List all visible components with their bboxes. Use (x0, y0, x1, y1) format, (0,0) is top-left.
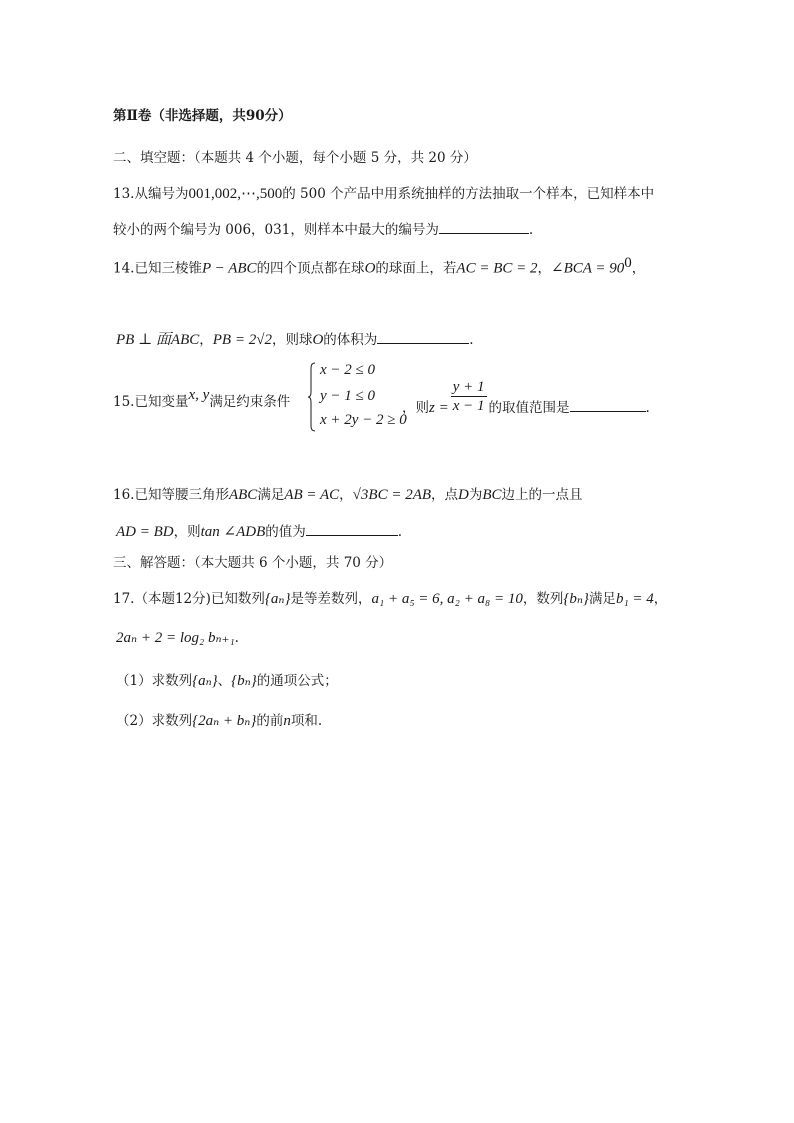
q17-log-relation: 2aₙ + 2 = log₂ bₙ₊₁ (116, 630, 235, 646)
q17-part2-expr: {2aₙ + bₙ} (192, 713, 257, 729)
q16-then: ，则 (173, 524, 201, 540)
q16-ad-bd: AD = BD (116, 524, 174, 540)
q15-z: z = (429, 400, 449, 416)
q17-pre: 17.（本题12分)已知数列 (113, 591, 265, 607)
q15-denominator: x − 1 (452, 398, 485, 414)
q14-sphere-o2: O (312, 332, 324, 348)
q17-part1-post: 的通项公式； (256, 673, 338, 689)
q14-condition: AC = BC = 2 (456, 260, 538, 277)
q14-answer-blank[interactable] (377, 331, 469, 344)
q16-answer-blank[interactable] (306, 523, 398, 536)
q15-tail (402, 378, 650, 415)
q15-constraint-1: x − 2 ≤ 0 (320, 362, 376, 378)
q16-post: ，点 (431, 487, 459, 503)
left-brace-icon (308, 362, 316, 432)
q17-part1-seq-a: {aₙ} (192, 673, 218, 689)
q17-part1 (116, 669, 338, 690)
q13-post: 的 500 个产品中用系统抽样的方法抽取一个样本，已知样本中 (282, 186, 655, 202)
q17-seq-a: {aₙ} (264, 591, 291, 607)
q15-then: ，则 (402, 400, 429, 416)
q13-line2 (113, 218, 533, 238)
q13-pre: 13.从编号为 (113, 186, 189, 202)
q17-mid: 是等差数列， (290, 591, 372, 607)
q16-post3: 边上的一点且 (501, 487, 583, 503)
q13-end: . (528, 222, 534, 238)
q14-comma: ， (537, 260, 551, 277)
q15-range-text: 的取值范围是 (488, 400, 570, 416)
q16-value-text: 的值为 (265, 524, 306, 540)
q15-fraction (451, 378, 487, 415)
q17-mid2: ，数列 (522, 591, 564, 607)
q14-line2 (116, 328, 474, 349)
q16-side-bc: BC (482, 487, 502, 503)
q14-mid2: 的球面上，若 (375, 260, 457, 277)
q17-tail: ， (653, 591, 668, 607)
q14-sphere-o: O (364, 260, 376, 277)
q15-end: . (645, 400, 650, 416)
q14-pyramid: P − ABC (201, 260, 257, 277)
q17-part1-sep: 、 (217, 673, 232, 689)
q17-part2 (116, 709, 322, 730)
q14-perp: PB ⊥ 面ABC (116, 332, 200, 348)
q16-tan: tan ∠ADB (200, 524, 266, 540)
q14-pre: 14.已知三棱锥 (113, 260, 202, 277)
q17-line1 (113, 587, 667, 608)
q17-part2-mid: 的前 (256, 713, 284, 729)
q17-seq-b: {bₙ} (563, 591, 589, 607)
q17-part1-pre: （1）求数列 (116, 673, 193, 689)
q14-tail: ， (631, 260, 646, 277)
q16-mid: 满足 (257, 487, 285, 503)
q15-mid: 满足约束条件 (209, 394, 291, 410)
q17-part2-pre: （2）求数列 (116, 713, 193, 729)
q16-point-d: D (458, 487, 469, 503)
q16-pre: 16.已知等腰三角形 (113, 487, 229, 503)
q15-constraint-2: y − 1 ≤ 0 (320, 388, 376, 404)
q16-post2: 为 (468, 487, 483, 503)
q16-comma: ， (339, 487, 353, 503)
q14-comma2: ， (199, 332, 213, 348)
q15-answer-blank[interactable] (570, 399, 646, 412)
q15-lead (113, 387, 291, 411)
q17-part1-seq-b: {bₙ} (231, 673, 257, 689)
q14-then: ，则球 (271, 332, 313, 348)
q16-line2 (116, 520, 402, 541)
q16-end: . (397, 524, 403, 540)
q13-answer-blank[interactable] (439, 221, 529, 234)
q14-angle: ∠BCA = 90 (551, 260, 625, 277)
q13-sequence: 001,002,⋯,500 (188, 186, 283, 202)
q17-equations: a₁ + a₅ = 6, a₂ + a₈ = 10 (371, 591, 523, 607)
section2-heading: 二、填空题：（本题共 4 个小题，每个小题 5 分，共 20 分） (113, 150, 477, 166)
q15-pre: 15.已知变量 (113, 394, 189, 410)
q17-mid3: 满足 (588, 591, 616, 607)
q15-vars: x, y (188, 387, 210, 403)
q17-part2-post: 项和. (290, 713, 323, 729)
q17-b1: b₁ = 4 (615, 591, 654, 607)
q14-line1 (113, 255, 645, 278)
q16-eq1: AB = AC (284, 487, 340, 503)
q17-line2-end: . (234, 630, 239, 646)
q14-pb-length: PB = 2√2 (212, 332, 272, 348)
q16-line1 (113, 483, 583, 504)
part-title: 第Ⅱ卷（非选择题，共90分） (113, 108, 292, 124)
q17-line2 (116, 628, 239, 647)
q15-numerator: y + 1 (452, 379, 485, 395)
section3-heading: 三、解答题：（本大题共 6 个小题，共 70 分） (113, 555, 393, 571)
q14-volume-text: 的体积为 (323, 332, 378, 348)
q16-eq2: √3BC = 2AB (352, 487, 432, 503)
q13-line1 (113, 182, 654, 203)
q15-constraint-3: x + 2y − 2 ≥ 0 (320, 412, 407, 428)
q14-end: . (469, 332, 474, 348)
q17-part2-n: n (283, 713, 291, 729)
q13-line2-text: 较小的两个编号为 006，031，则样本中最大的编号为 (113, 222, 439, 238)
q14-degree: 0 (624, 255, 632, 271)
q14-mid: 的四个顶点都在球 (256, 260, 365, 277)
q16-triangle: ABC (228, 487, 258, 503)
